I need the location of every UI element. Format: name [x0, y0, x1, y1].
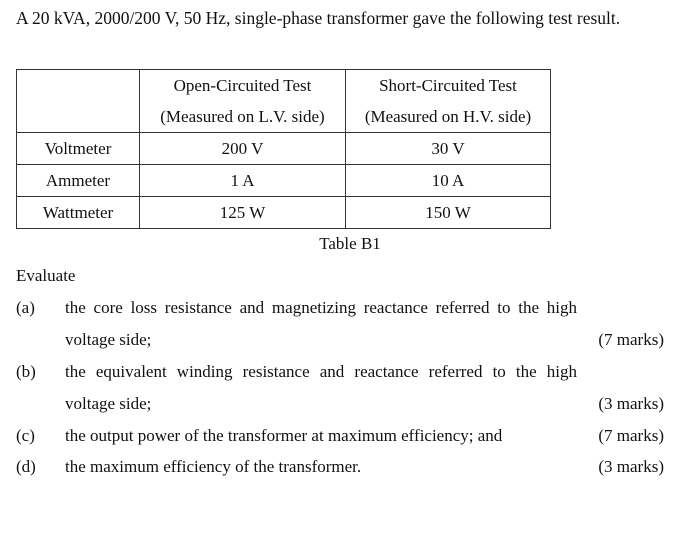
open-circuit-value: 200 V [140, 133, 346, 165]
short-circuit-header-title: Short-Circuited Test [379, 76, 517, 95]
header-empty-line2 [17, 101, 139, 132]
table-header-open-circuit [140, 70, 346, 133]
short-circuit-value: 30 V [346, 133, 551, 165]
test-results-table [16, 69, 551, 229]
question-d-marks: (3 marks) [598, 457, 664, 476]
problem-statement: A 20 kVA, 2000/200 V, 50 Hz, single-phase transformer gave the following test result. [16, 8, 621, 28]
evaluate-heading: Evaluate [16, 266, 76, 285]
question-b-label: (b) [16, 362, 36, 381]
table-header-short-circuit [346, 70, 551, 133]
table-caption: Table B1 [319, 234, 381, 253]
question-a-marks: (7 marks) [598, 330, 664, 349]
question-a-text-line1: the core loss resistance and magnetizing reactance referred to the high [65, 298, 577, 317]
table-header-empty-cell [17, 70, 140, 133]
row-label: Wattmeter [17, 197, 140, 229]
question-b-marks: (3 marks) [598, 394, 664, 413]
header-empty-line1 [17, 70, 139, 101]
open-circuit-value: 1 A [140, 165, 346, 197]
question-c-text: the output power of the transformer at maximum efficiency; and [65, 426, 503, 445]
table-row-voltmeter [17, 133, 551, 165]
table-header-row [17, 70, 551, 133]
question-a-label: (a) [16, 298, 35, 317]
table-row-wattmeter [17, 197, 551, 229]
question-c-label: (c) [16, 426, 35, 445]
short-circuit-header-subtitle: (Measured on H.V. side) [364, 107, 532, 126]
question-c-marks: (7 marks) [598, 426, 664, 445]
question-b-text-line2: voltage side; [65, 394, 152, 413]
open-circuit-value: 125 W [140, 197, 346, 229]
open-circuit-header-title: Open-Circuited Test [173, 76, 312, 95]
question-d-text: the maximum efficiency of the transformer. [65, 457, 362, 476]
question-b-text-line1: the equivalent winding resistance and reactance referred to the high [65, 362, 577, 381]
row-label: Ammeter [17, 165, 140, 197]
question-d-label: (d) [16, 457, 36, 476]
row-label: Voltmeter [17, 133, 140, 165]
short-circuit-value: 150 W [346, 197, 551, 229]
table-row-ammeter [17, 165, 551, 197]
short-circuit-value: 10 A [346, 165, 551, 197]
question-a-text-line2: voltage side; [65, 330, 152, 349]
open-circuit-header-subtitle: (Measured on L.V. side) [160, 107, 325, 126]
